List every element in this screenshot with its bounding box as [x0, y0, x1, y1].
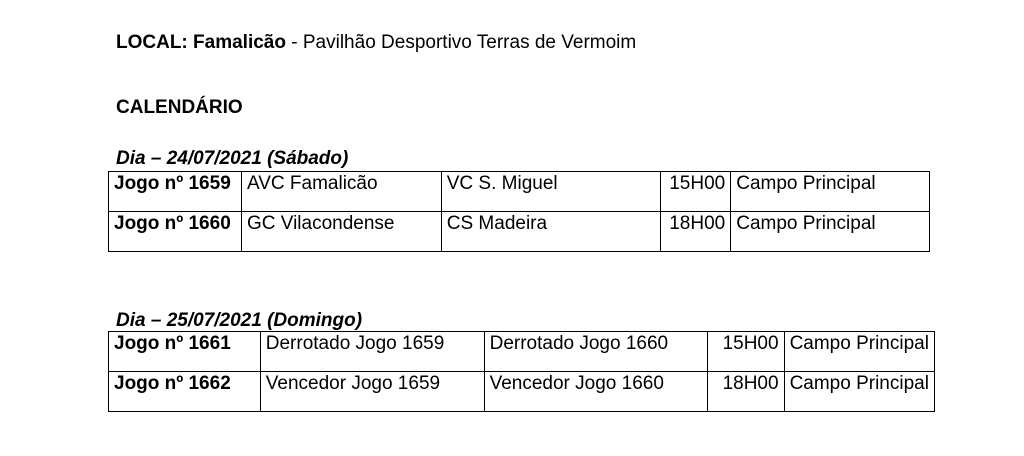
- schedule-table: [108, 171, 930, 252]
- game-number: Jogo nº 1661: [109, 332, 261, 372]
- day-heading: Dia – 24/07/2021 (Sábado): [116, 148, 349, 169]
- game-number: Jogo nº 1659: [109, 172, 242, 212]
- location-city: Famalicão: [193, 32, 286, 53]
- game-time: 18H00: [661, 212, 731, 252]
- team-a: GC Vilacondense: [241, 212, 441, 252]
- game-number: Jogo nº 1662: [109, 372, 261, 412]
- team-b: Vencedor Jogo 1660: [484, 372, 707, 412]
- game-field: Campo Principal: [731, 212, 930, 252]
- location-separator: -: [285, 32, 303, 53]
- location-line: [116, 32, 636, 54]
- game-field: Campo Principal: [784, 332, 934, 372]
- team-b: CS Madeira: [441, 212, 661, 252]
- calendar-heading: CALENDÁRIO: [116, 97, 243, 118]
- location-label: LOCAL:: [116, 32, 188, 53]
- team-b: VC S. Miguel: [441, 172, 661, 212]
- table-row: [109, 372, 935, 412]
- game-field: Campo Principal: [784, 372, 934, 412]
- location-venue: Pavilhão Desportivo Terras de Vermoim: [302, 32, 637, 53]
- day-heading: Dia – 25/07/2021 (Domingo): [116, 310, 363, 331]
- game-number: Jogo nº 1660: [109, 212, 242, 252]
- team-a: Derrotado Jogo 1659: [260, 332, 484, 372]
- game-time: 18H00: [707, 372, 784, 412]
- table-row: [109, 172, 930, 212]
- table-row: [109, 212, 930, 252]
- game-time: 15H00: [661, 172, 731, 212]
- game-field: Campo Principal: [731, 172, 930, 212]
- table-row: [109, 332, 935, 372]
- team-a: Vencedor Jogo 1659: [260, 372, 484, 412]
- schedule-table: [108, 331, 935, 412]
- team-a: AVC Famalicão: [241, 172, 441, 212]
- team-b: Derrotado Jogo 1660: [484, 332, 707, 372]
- game-time: 15H00: [707, 332, 784, 372]
